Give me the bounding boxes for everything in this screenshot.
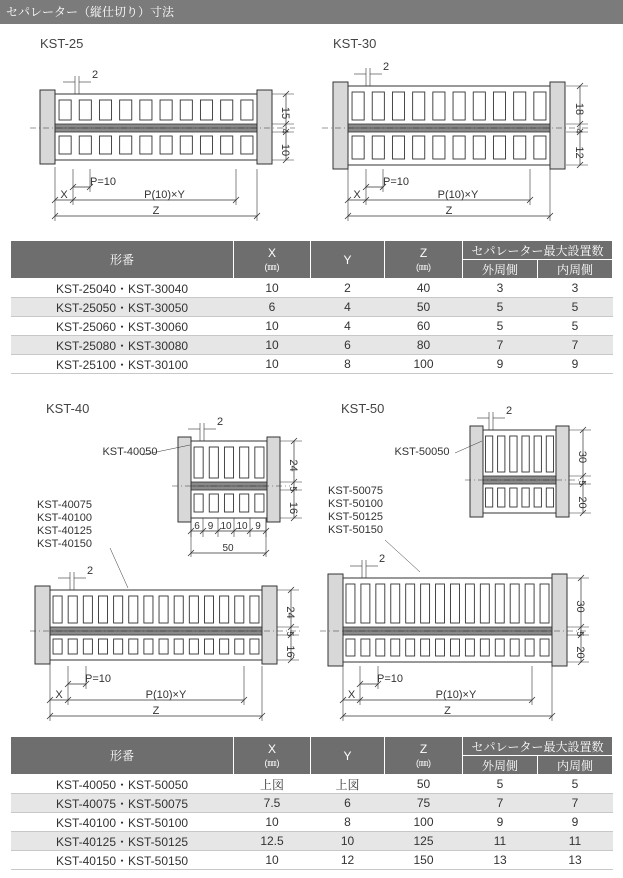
separator-slot bbox=[209, 494, 218, 512]
separator-slot bbox=[194, 494, 203, 512]
table-row bbox=[11, 279, 613, 298]
separator-slot bbox=[59, 136, 71, 154]
separator-slot bbox=[361, 639, 370, 656]
table-cell: 5 bbox=[537, 317, 612, 336]
separator-slot bbox=[235, 596, 244, 623]
separator-slot bbox=[510, 639, 519, 656]
py-label: P(10)×Y bbox=[144, 189, 185, 201]
kst50-long-label: KST-50150 bbox=[328, 524, 384, 536]
section-title: セパレーター（縦仕切り）寸法 bbox=[0, 0, 623, 24]
height-dim-label: 16 bbox=[284, 645, 296, 658]
height-dim-label: 4 bbox=[574, 128, 584, 134]
table-cell: 5 bbox=[463, 298, 538, 317]
separator-slot bbox=[255, 447, 264, 478]
table-cell: 11 bbox=[537, 832, 612, 851]
table-cell: 7.5 bbox=[234, 794, 311, 813]
separator-slot bbox=[140, 100, 152, 120]
separator-slot bbox=[495, 584, 504, 623]
table-cell: 12.5 bbox=[234, 832, 311, 851]
table-cell: 150 bbox=[385, 851, 463, 870]
separator-slot bbox=[79, 100, 91, 120]
table-row bbox=[11, 813, 613, 832]
dim-50-label: 50 bbox=[222, 543, 234, 554]
table-cell: 5 bbox=[537, 298, 612, 317]
height-dim-label: 12 bbox=[573, 146, 585, 159]
col-x-header: X (㎜) bbox=[234, 737, 311, 775]
col-z-header: Z (㎜) bbox=[385, 241, 463, 279]
end-block bbox=[470, 426, 483, 517]
height-dim-label: 5 bbox=[575, 631, 585, 637]
table-cell: 9 bbox=[537, 355, 612, 374]
separator-slot bbox=[372, 92, 384, 120]
col-model-header: 形番 bbox=[11, 241, 234, 279]
separator-slot bbox=[480, 584, 489, 623]
table-cell: 5 bbox=[537, 775, 612, 794]
separator-slot bbox=[220, 639, 229, 654]
table-cell: 125 bbox=[385, 832, 463, 851]
separator-slot bbox=[83, 639, 92, 654]
table-cell: 6 bbox=[311, 794, 385, 813]
height-dim-label: 24 bbox=[284, 606, 296, 619]
end-block bbox=[262, 586, 277, 664]
table-cell: 12 bbox=[311, 851, 385, 870]
table-cell: 50 bbox=[385, 775, 463, 794]
separator-slot bbox=[534, 136, 546, 159]
table-cell: 75 bbox=[385, 794, 463, 813]
kst40-long-label: KST-40150 bbox=[37, 538, 93, 550]
separator-slot bbox=[241, 100, 253, 120]
table-cell: 13 bbox=[537, 851, 612, 870]
end-block bbox=[550, 82, 565, 169]
height-dim-label: 18 bbox=[573, 102, 585, 116]
separator-slot bbox=[129, 639, 138, 654]
separator-slot bbox=[250, 596, 259, 623]
table-cell: 2 bbox=[311, 279, 385, 298]
separator-slot bbox=[372, 136, 384, 159]
end-block bbox=[552, 574, 567, 666]
model-label-kst50: KST-50 bbox=[341, 401, 385, 416]
table-cell: 80 bbox=[385, 336, 463, 355]
dim-2-label: 2 bbox=[91, 69, 99, 81]
table-cell: 7 bbox=[537, 336, 612, 355]
col-y-header: Y bbox=[311, 241, 385, 279]
sub-dim-label: 10 bbox=[220, 521, 232, 532]
separator-slot bbox=[433, 92, 445, 120]
height-dim-label: 30 bbox=[576, 450, 588, 464]
separator-slot bbox=[235, 639, 244, 654]
py-label: P(10)×Y bbox=[437, 189, 479, 201]
col-inner-header: 内周側 bbox=[537, 756, 612, 775]
x-label: X bbox=[353, 189, 361, 201]
end-block bbox=[556, 426, 569, 517]
separator-slot bbox=[392, 92, 404, 120]
separator-slot bbox=[224, 494, 233, 512]
table-cell: 7 bbox=[463, 794, 538, 813]
col-inner-header: 内周側 bbox=[537, 260, 612, 279]
col-x-header: X (㎜) bbox=[234, 241, 311, 279]
dim-2-label: 2 bbox=[382, 61, 390, 73]
height-dim-label: 15 bbox=[279, 106, 291, 120]
separator-slot bbox=[480, 639, 489, 656]
x-label: X bbox=[347, 689, 356, 701]
table-cell: 100 bbox=[385, 813, 463, 832]
separator-slot bbox=[140, 136, 152, 154]
separator-slot bbox=[224, 447, 233, 478]
height-dim-label: 20 bbox=[576, 496, 588, 509]
height-dim-label: 20 bbox=[574, 646, 586, 659]
end-block bbox=[267, 437, 280, 522]
separator-slot bbox=[376, 639, 385, 656]
kst50-long-label: KST-50075 bbox=[328, 485, 384, 497]
separator-slot bbox=[99, 100, 111, 120]
col-y-header: Y bbox=[311, 737, 385, 775]
separator-slot bbox=[436, 639, 445, 656]
separator-slot bbox=[346, 639, 355, 656]
table-cell: 10 bbox=[234, 355, 311, 374]
separator-slot bbox=[421, 584, 430, 623]
col-model-header: 形番 bbox=[11, 737, 234, 775]
table-row bbox=[11, 298, 613, 317]
separator-slot bbox=[144, 639, 153, 654]
separator-slot bbox=[514, 92, 526, 120]
table-cell: 50 bbox=[385, 298, 463, 317]
p10-label: P=10 bbox=[85, 673, 111, 685]
dimension-table-2 bbox=[10, 736, 613, 870]
separator-slot bbox=[144, 596, 153, 623]
table-cell: 4 bbox=[311, 317, 385, 336]
dimension-table-1 bbox=[10, 240, 613, 374]
height-dim-label: 5 bbox=[285, 631, 295, 637]
separator-slot bbox=[352, 136, 364, 159]
sub-dim-label: 6 bbox=[194, 521, 200, 532]
dim-2-label: 2 bbox=[505, 405, 513, 417]
rail-frame bbox=[483, 430, 556, 513]
table-cell: KST-40100・KST-50100 bbox=[11, 813, 234, 832]
p10-label: P=10 bbox=[383, 176, 409, 188]
separator-slot bbox=[204, 639, 213, 654]
table-cell: 6 bbox=[311, 336, 385, 355]
separator-slot bbox=[525, 639, 534, 656]
separator-slot bbox=[421, 639, 430, 656]
table-cell: 10 bbox=[234, 813, 311, 832]
table-cell: KST-40075・KST-50075 bbox=[11, 794, 234, 813]
separator-slot bbox=[453, 136, 465, 159]
separator-slot bbox=[546, 436, 553, 472]
table-cell: 10 bbox=[234, 851, 311, 870]
separator-slot bbox=[120, 136, 132, 154]
col-outer-header: 外周側 bbox=[463, 756, 538, 775]
separator-slot bbox=[413, 136, 425, 159]
separator-slot bbox=[376, 584, 385, 623]
separator-slot bbox=[194, 447, 203, 478]
table-row bbox=[11, 851, 613, 870]
end-block bbox=[178, 437, 191, 522]
table-cell: 10 bbox=[234, 279, 311, 298]
separator-slot bbox=[510, 488, 517, 507]
sub-dim-label: 9 bbox=[207, 521, 214, 532]
separator-slot bbox=[485, 488, 492, 507]
separator-slot bbox=[392, 136, 404, 159]
separator-slot bbox=[174, 596, 183, 623]
rail-frame bbox=[50, 590, 262, 660]
rail-frame bbox=[343, 578, 552, 662]
separator-slot bbox=[240, 494, 249, 512]
model-label-kst40: KST-40 bbox=[46, 401, 90, 416]
x-label: X bbox=[55, 689, 63, 701]
table-cell: 4 bbox=[311, 298, 385, 317]
separator-slot bbox=[473, 136, 485, 159]
col-max-header: セパレーター最大設置数 bbox=[463, 241, 613, 260]
separator-slot bbox=[68, 639, 77, 654]
separator-slot bbox=[510, 436, 517, 472]
kst50-long-label: KST-50125 bbox=[328, 511, 384, 523]
separator-slot bbox=[540, 639, 549, 656]
separator-slot bbox=[241, 136, 253, 154]
height-dim-label: 4 bbox=[280, 128, 290, 134]
separator-slot bbox=[352, 92, 364, 120]
table-cell: 10 bbox=[234, 317, 311, 336]
separator-slot bbox=[221, 100, 233, 120]
table-row bbox=[11, 317, 613, 336]
table-cell: 60 bbox=[385, 317, 463, 336]
table-cell: KST-40050・KST-50050 bbox=[11, 775, 234, 794]
z-label: Z bbox=[152, 205, 160, 217]
table-cell: 9 bbox=[463, 813, 538, 832]
end-block bbox=[333, 82, 348, 169]
separator-slot bbox=[525, 584, 534, 623]
separator-slot bbox=[406, 584, 415, 623]
col-outer-header: 外周側 bbox=[463, 260, 538, 279]
sub-dim-label: 9 bbox=[255, 521, 261, 532]
separator-slot bbox=[129, 596, 138, 623]
separator-slot bbox=[493, 92, 505, 120]
separator-slot bbox=[160, 100, 172, 120]
separator-slot bbox=[200, 100, 212, 120]
table-cell: 40 bbox=[385, 279, 463, 298]
separator-slot bbox=[79, 136, 91, 154]
table-cell: 7 bbox=[463, 336, 538, 355]
p10-label: P=10 bbox=[90, 176, 116, 188]
table-cell: 10 bbox=[311, 832, 385, 851]
separator-slot bbox=[534, 488, 541, 507]
z-label: Z bbox=[444, 705, 451, 717]
separator-slot bbox=[114, 596, 123, 623]
table-cell: 5 bbox=[463, 317, 538, 336]
separator-slot bbox=[209, 447, 218, 478]
separator-slot bbox=[391, 639, 400, 656]
table-cell: KST-25080・KST-30080 bbox=[11, 336, 234, 355]
separator-slot bbox=[98, 596, 107, 623]
end-block bbox=[328, 574, 343, 666]
table-cell: 10 bbox=[234, 336, 311, 355]
separator-slot bbox=[98, 639, 107, 654]
separator-slot bbox=[510, 584, 519, 623]
table-cell: 5 bbox=[463, 775, 538, 794]
separator-slot bbox=[83, 596, 92, 623]
z-label: Z bbox=[445, 205, 453, 217]
table-cell: 上図 bbox=[234, 775, 311, 794]
table-row bbox=[11, 832, 613, 851]
separator-slot bbox=[450, 584, 459, 623]
separator-slot bbox=[160, 136, 172, 154]
table-cell: KST-25100・KST-30100 bbox=[11, 355, 234, 374]
separator-slot bbox=[495, 639, 504, 656]
separator-slot bbox=[204, 596, 213, 623]
separator-slot bbox=[450, 639, 459, 656]
leader-line bbox=[110, 548, 128, 588]
py-label: P(10)×Y bbox=[145, 689, 187, 701]
separator-slot bbox=[498, 488, 505, 507]
separator-slot bbox=[498, 436, 505, 472]
end-block bbox=[40, 90, 55, 164]
table-cell: 上図 bbox=[311, 775, 385, 794]
table-row bbox=[11, 775, 613, 794]
dim-2-label: 2 bbox=[86, 565, 94, 577]
separator-slot bbox=[189, 596, 198, 623]
model-label-kst25: KST-25 bbox=[40, 36, 84, 51]
separator-slot bbox=[534, 92, 546, 120]
table-cell: 6 bbox=[234, 298, 311, 317]
separator-slot bbox=[159, 596, 168, 623]
kst40-long-label: KST-40100 bbox=[37, 512, 93, 524]
sub-dim-label: 10 bbox=[236, 521, 248, 532]
table-cell: 8 bbox=[311, 355, 385, 374]
separator-slot bbox=[114, 639, 123, 654]
table-cell: 8 bbox=[311, 813, 385, 832]
table-cell: KST-40125・KST-50125 bbox=[11, 832, 234, 851]
separator-slot bbox=[68, 596, 77, 623]
p10-label: P=10 bbox=[377, 673, 403, 685]
py-label: P(10)×Y bbox=[435, 689, 477, 701]
separator-slot bbox=[522, 436, 529, 472]
table-cell: KST-40150・KST-50150 bbox=[11, 851, 234, 870]
height-dim-label: 10 bbox=[279, 143, 291, 157]
table-cell: KST-25050・KST-30050 bbox=[11, 298, 234, 317]
separator-slot bbox=[413, 92, 425, 120]
height-dim-label: 16 bbox=[287, 501, 299, 515]
separator-slot bbox=[174, 639, 183, 654]
separator-slot bbox=[465, 639, 474, 656]
table-cell: 7 bbox=[537, 794, 612, 813]
separator-slot bbox=[99, 136, 111, 154]
col-z-header: Z (㎜) bbox=[385, 737, 463, 775]
height-dim-label: 5 bbox=[577, 480, 587, 486]
separator-slot bbox=[120, 100, 132, 120]
height-dim-label: 5 bbox=[288, 486, 298, 492]
table-cell: 9 bbox=[463, 355, 538, 374]
kst40-long-label: KST-40075 bbox=[37, 499, 93, 511]
table-cell: KST-25060・KST-30060 bbox=[11, 317, 234, 336]
separator-slot bbox=[221, 136, 233, 154]
table-row bbox=[11, 355, 613, 374]
separator-slot bbox=[465, 584, 474, 623]
separator-slot bbox=[485, 436, 492, 472]
separator-slot bbox=[391, 584, 400, 623]
x-label: X bbox=[60, 189, 68, 201]
kst50050-label: KST-50050 bbox=[394, 446, 450, 458]
separator-slot bbox=[522, 488, 529, 507]
separator-slot bbox=[514, 136, 526, 159]
separator-slot bbox=[255, 494, 264, 512]
height-dim-label: 30 bbox=[574, 600, 586, 613]
col-max-header: セパレーター最大設置数 bbox=[463, 737, 613, 756]
separator-slot bbox=[59, 100, 71, 120]
table-cell: 100 bbox=[385, 355, 463, 374]
model-label-kst30: KST-30 bbox=[333, 36, 377, 51]
separator-slot bbox=[180, 136, 192, 154]
end-block bbox=[35, 586, 50, 664]
separator-slot bbox=[220, 596, 229, 623]
separator-slot bbox=[493, 136, 505, 159]
separator-slot bbox=[534, 436, 541, 472]
separator-slot bbox=[189, 639, 198, 654]
z-label: Z bbox=[152, 705, 160, 717]
separator-slot bbox=[159, 639, 168, 654]
separator-slot bbox=[53, 639, 62, 654]
dim-2-label: 2 bbox=[216, 416, 224, 428]
table-row bbox=[11, 336, 613, 355]
leader-line bbox=[385, 540, 420, 572]
table-cell: 3 bbox=[537, 279, 612, 298]
table-cell: 3 bbox=[463, 279, 538, 298]
table-cell: 9 bbox=[537, 813, 612, 832]
kst40050-label: KST-40050 bbox=[102, 446, 158, 458]
end-block bbox=[257, 90, 272, 164]
separator-slot bbox=[180, 100, 192, 120]
separator-slot bbox=[433, 136, 445, 159]
separator-slot bbox=[546, 488, 553, 507]
table-cell: 13 bbox=[463, 851, 538, 870]
separator-slot bbox=[540, 584, 549, 623]
separator-slot bbox=[406, 639, 415, 656]
separator-slot bbox=[53, 596, 62, 623]
table-cell: KST-25040・KST-30040 bbox=[11, 279, 234, 298]
separator-slot bbox=[346, 584, 355, 623]
separator-slot bbox=[436, 584, 445, 623]
table-cell: 11 bbox=[463, 832, 538, 851]
height-dim-label: 24 bbox=[287, 459, 299, 472]
separator-slot bbox=[453, 92, 465, 120]
kst40-long-label: KST-40125 bbox=[37, 525, 93, 537]
dim-2-label: 2 bbox=[378, 553, 386, 565]
separator-slot bbox=[250, 639, 259, 654]
separator-slot bbox=[361, 584, 370, 623]
kst50-long-label: KST-50100 bbox=[328, 498, 384, 510]
separator-slot bbox=[473, 92, 485, 120]
separator-slot bbox=[200, 136, 212, 154]
table-row bbox=[11, 794, 613, 813]
separator-slot bbox=[240, 447, 249, 478]
